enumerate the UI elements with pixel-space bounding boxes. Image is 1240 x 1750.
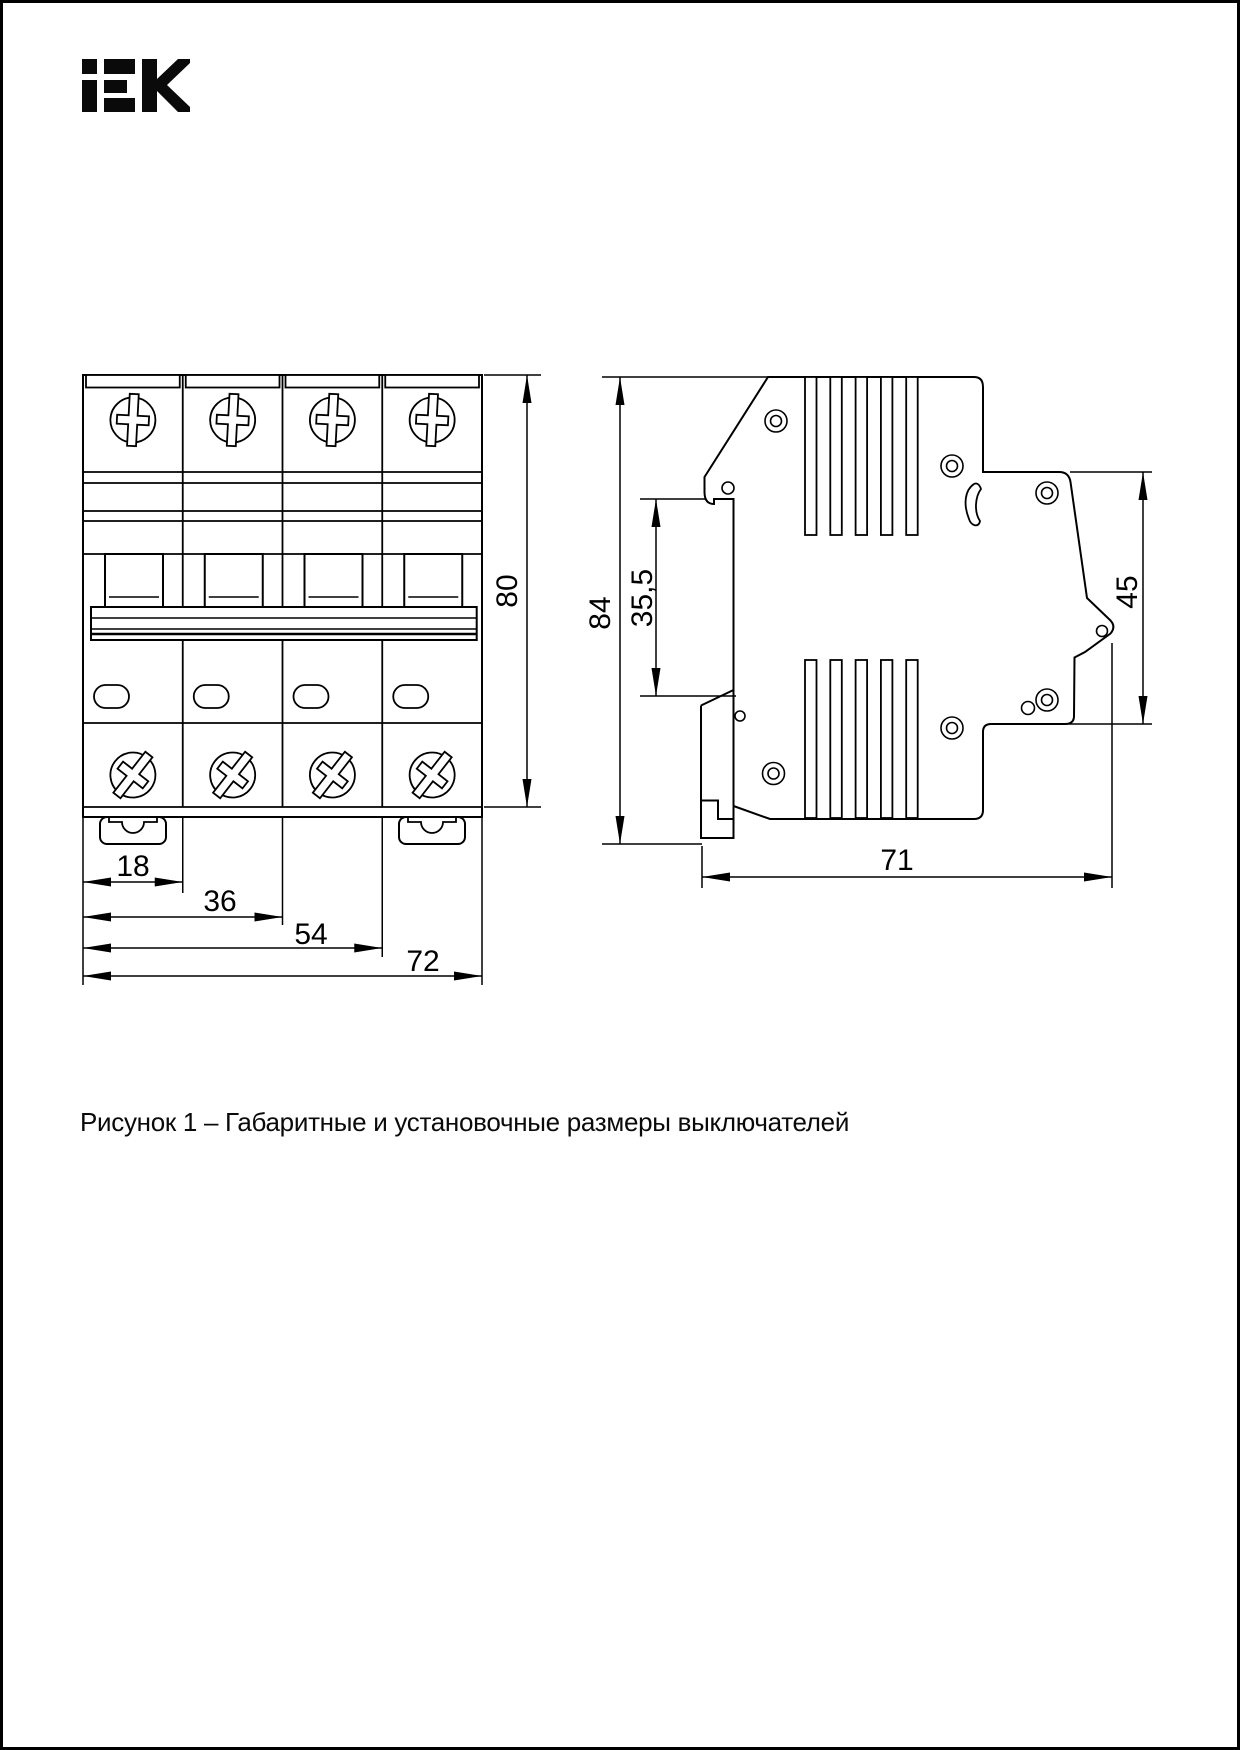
- dim-label-35-5: 35,5: [626, 568, 659, 628]
- dim-label-84: 84: [584, 596, 617, 630]
- front-view: [83, 375, 541, 985]
- dim-label-45: 45: [1111, 575, 1144, 609]
- din-clip-right: [399, 817, 465, 844]
- dim-label-18: 18: [116, 850, 150, 883]
- dim-label-54: 54: [294, 918, 328, 951]
- dim-label-36: 36: [203, 885, 237, 918]
- dim-label-80: 80: [491, 574, 524, 608]
- figure-caption: Рисунок 1 – Габаритные и установочные размеры выключателей: [80, 1107, 850, 1137]
- dim-label-72: 72: [406, 945, 440, 978]
- toggle-tie-bar: [91, 607, 477, 640]
- dim-label-71: 71: [880, 844, 914, 877]
- din-clip-left: [100, 817, 166, 844]
- side-view: [584, 377, 1152, 888]
- rail-clip-slider: [701, 690, 734, 838]
